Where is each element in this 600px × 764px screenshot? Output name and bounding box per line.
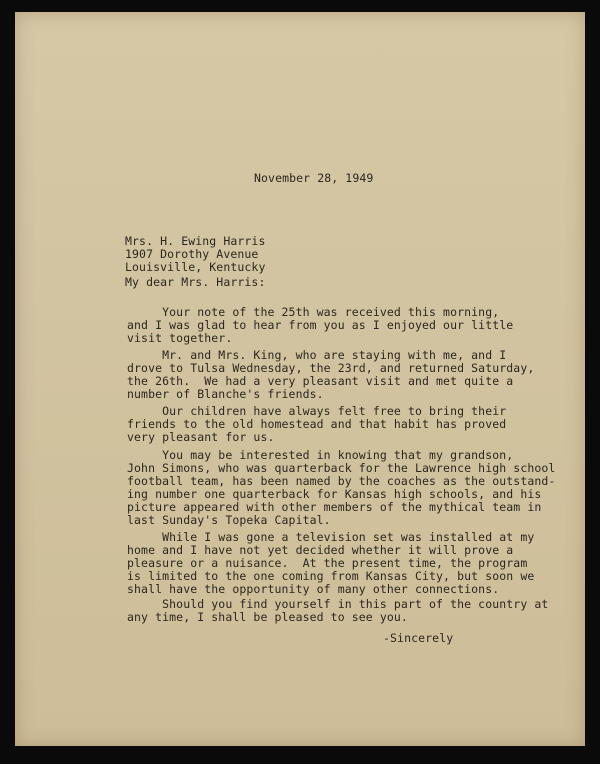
recipient-name: Mrs. H. Ewing Harris [125,234,266,248]
paragraph-6: Should you find yourself in this part of the country at any time, I shall be pleased to see you. [127,597,549,624]
recipient-city: Louisville, Kentucky [125,260,266,274]
salutation: My dear Mrs. Harris: [125,275,266,289]
paragraph-3: Our children have always felt free to bring their friends to the old homestead and that habit has proved very pleasant for us. [127,404,507,444]
closing: -Sincerely [383,631,454,645]
recipient-street: 1907 Dorothy Avenue [125,247,259,261]
paragraph-4: You may be interested in knowing that my grandson, John Simons, who was quarterback for the Lawrence high school football team, has been named by the coaches as the outstand- ing number one quarterback for Kansas high schools, and his picture appeared with other members of the mythical team in last Sunday's Topeka Capital. [127,448,556,527]
letter-page [15,12,585,746]
paragraph-2: Mr. and Mrs. King, who are staying with me, and I drove to Tulsa Wednesday, the 23rd, and returned Saturday, the 26th. We had a very pleasant visit and met quite a number of Blanche's friends. [127,348,535,401]
paragraph-5: While I was gone a television set was installed at my home and I have not yet decided whether it will prove a pleasure or a nuisance. At the present time, the program is limited to the one coming from Kansas City, but soon we shall have the opportunity of many other connections. [127,530,535,596]
letter-date: November 28, 1949 [254,171,374,185]
paragraph-1: Your note of the 25th was received this morning, and I was glad to hear from you as I enjoyed our little visit together. [127,305,514,345]
recipient-address [125,235,265,274]
